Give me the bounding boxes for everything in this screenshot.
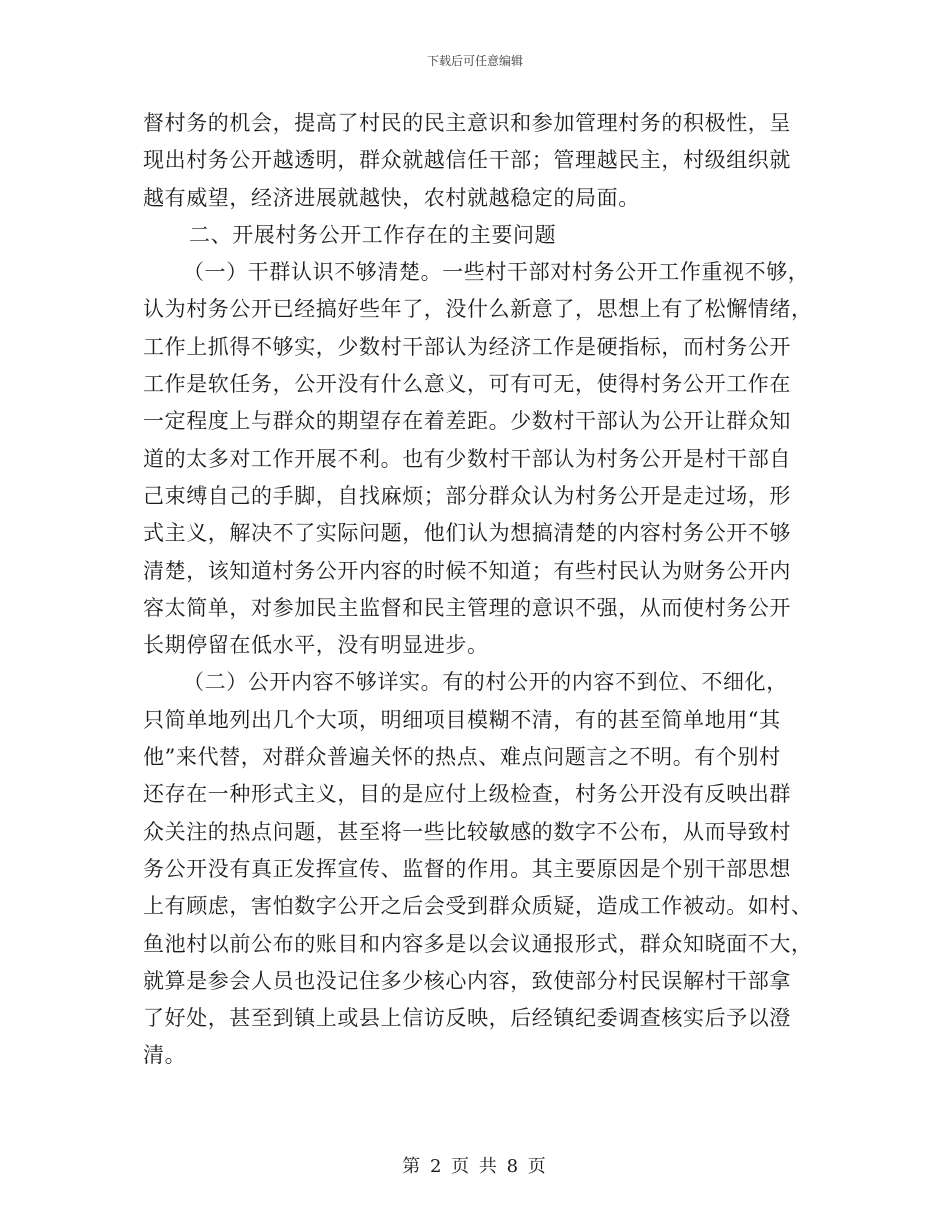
body-line: 工作上抓得不够实，少数村干部认为经济工作是硬指标，而村务公开 <box>143 334 791 359</box>
body-line: 清。 <box>143 1043 187 1068</box>
body-line: 认为村务公开已经搞好些年了，没什么新意了，思想上有了松懈情绪， <box>143 297 813 322</box>
body-line: 越有威望，经济进展就越快，农村就越稳定的局面。 <box>143 185 640 210</box>
body-line: 现出村务公开越透明，群众就越信任干部；管理越民主，村级组织就 <box>143 148 791 173</box>
body-line: 长期停留在低水平，没有明显进步。 <box>143 633 489 658</box>
body-line: 鱼池村以前公布的账目和内容多是以会议通报形式，群众知晓面不大， <box>143 931 813 956</box>
page-header-note: 下载后可任意编辑 <box>426 54 523 68</box>
document-body <box>143 105 811 1075</box>
body-line: 清楚，该知道村务公开内容的时候不知道；有些村民认为财务公开内 <box>143 558 791 583</box>
page-number: 第 2 页 共 8 页 <box>402 1156 548 1177</box>
body-line: 还存在一种形式主义，目的是应付上级检查，村务公开没有反映出群 <box>143 782 791 807</box>
body-line: 式主义，解决不了实际问题，他们认为想搞清楚的内容村务公开不够 <box>143 521 791 546</box>
body-line: 务公开没有真正发挥宣传、监督的作用。其主要原因是个别干部思想 <box>143 856 791 881</box>
body-line: 督村务的机会，提高了村民的民主意识和参加管理村务的积极性，呈 <box>143 111 791 135</box>
body-line: 上有顾虑，害怕数字公开之后会受到群众质疑，造成工作被动。如村、 <box>143 894 813 919</box>
body-line: 了好处，甚至到镇上或县上信访反映，后经镇纪委调查核实后予以澄 <box>143 1006 791 1031</box>
body-line: 己束缚自己的手脚，自找麻烦；部分群众认为村务公开是走过场，形 <box>143 483 791 508</box>
body-line: 道的太多对工作开展不利。也有少数村干部认为村务公开是村干部自 <box>143 446 791 471</box>
body-line: 容太简单，对参加民主监督和民主管理的意识不强，从而使村务公开 <box>143 595 791 620</box>
body-line: 一定程度上与群众的期望存在着差距。少数村干部认为公开让群众知 <box>143 409 791 434</box>
body-line: 只简单地列出几个大项，明细项目模糊不清，有的甚至简单地用“其 <box>143 707 781 732</box>
subsection-heading-1: （一）干群认识不够清楚。一些村干部对村务公开工作重视不够， <box>183 260 810 285</box>
body-line: 众关注的热点问题，甚至将一些比较敏感的数字不公布，从而导致村 <box>143 819 791 844</box>
body-line: 就算是参会人员也没记住多少核心内容，致使部分村民误解村干部拿 <box>143 968 791 993</box>
body-line: 工作是软任务，公开没有什么意义，可有可无，使得村务公开工作在 <box>143 372 791 397</box>
body-line: 他”来代替，对群众普遍关怀的热点、难点问题言之不明。有个别村 <box>143 745 781 770</box>
subsection-heading-2: （二）公开内容不够详实。有的村公开的内容不到位、不细化， <box>183 670 788 695</box>
section-heading: 二、开展村务公开工作存在的主要问题 <box>189 222 557 247</box>
